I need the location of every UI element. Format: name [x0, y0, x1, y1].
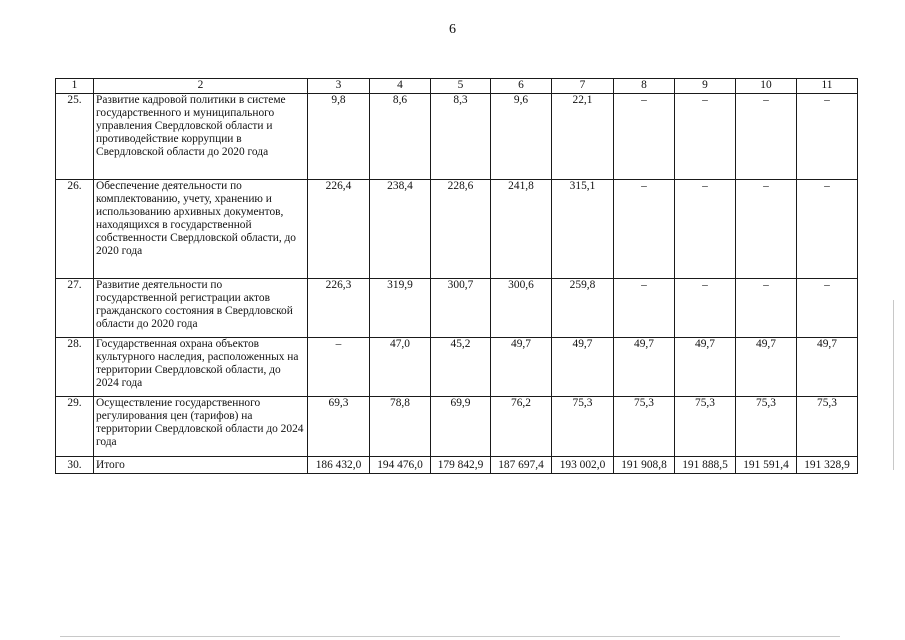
value-cell: 9,6 [491, 94, 552, 180]
value-cell: 49,7 [491, 338, 552, 397]
row-number: 26. [56, 180, 94, 279]
value-cell: 78,8 [370, 397, 431, 457]
value-cell: – [614, 279, 675, 338]
value-cell: 300,6 [491, 279, 552, 338]
value-cell: 49,7 [736, 338, 797, 397]
table-row [56, 94, 858, 180]
value-cell: 75,3 [736, 397, 797, 457]
value-cell: 75,3 [797, 397, 858, 457]
total-value-cell: 191 328,9 [797, 457, 858, 474]
total-value-cell: 193 002,0 [552, 457, 614, 474]
value-cell: 76,2 [491, 397, 552, 457]
value-cell: 47,0 [370, 338, 431, 397]
total-value-cell: 191 908,8 [614, 457, 675, 474]
value-cell: 9,8 [308, 94, 370, 180]
program-name: Обеспечение деятельности по комплектованию, учету, хранению и использованию архивных документов, находящихся в государственной собственности Свердловской области, до 2020 года [94, 180, 308, 279]
value-cell: 75,3 [552, 397, 614, 457]
value-cell: – [736, 94, 797, 180]
value-cell: 22,1 [552, 94, 614, 180]
column-header: 8 [614, 79, 675, 94]
total-value-cell: 191 888,5 [675, 457, 736, 474]
column-header: 9 [675, 79, 736, 94]
value-cell: 75,3 [675, 397, 736, 457]
page-number: 6 [449, 22, 456, 37]
total-value-cell: 186 432,0 [308, 457, 370, 474]
value-cell: 69,9 [431, 397, 491, 457]
value-cell: 49,7 [614, 338, 675, 397]
table-row [56, 180, 858, 279]
value-cell: – [675, 94, 736, 180]
value-cell: – [797, 180, 858, 279]
value-cell: – [614, 94, 675, 180]
total-value-cell: 191 591,4 [736, 457, 797, 474]
scan-edge-mark [893, 300, 894, 470]
column-header: 3 [308, 79, 370, 94]
table-header-row [56, 79, 858, 94]
column-header: 7 [552, 79, 614, 94]
column-header: 1 [56, 79, 94, 94]
value-cell: 49,7 [797, 338, 858, 397]
column-header: 11 [797, 79, 858, 94]
row-number: 30. [56, 457, 94, 474]
column-header: 2 [94, 79, 308, 94]
value-cell: 315,1 [552, 180, 614, 279]
value-cell: 228,6 [431, 180, 491, 279]
budget-table [55, 78, 858, 474]
total-value-cell: 179 842,9 [431, 457, 491, 474]
program-name: Осуществление государственного регулирования цен (тарифов) на территории Свердловской области до 2024 года [94, 397, 308, 457]
value-cell: – [797, 279, 858, 338]
program-name: Развитие кадровой политики в системе государственного и муниципального управления Свердловской области и противодействие коррупции в Свердловской области до 2020 года [94, 94, 308, 180]
value-cell: – [614, 180, 675, 279]
row-number: 28. [56, 338, 94, 397]
value-cell: 8,6 [370, 94, 431, 180]
total-value-cell: 187 697,4 [491, 457, 552, 474]
total-row [56, 457, 858, 474]
total-value-cell: 194 476,0 [370, 457, 431, 474]
row-number: 29. [56, 397, 94, 457]
column-header: 10 [736, 79, 797, 94]
value-cell: 238,4 [370, 180, 431, 279]
row-number: 27. [56, 279, 94, 338]
total-label: Итого [94, 457, 308, 474]
value-cell: – [797, 94, 858, 180]
value-cell: 45,2 [431, 338, 491, 397]
value-cell: – [675, 279, 736, 338]
table-row [56, 397, 858, 457]
value-cell: – [675, 180, 736, 279]
value-cell: 226,4 [308, 180, 370, 279]
value-cell: – [736, 180, 797, 279]
column-header: 5 [431, 79, 491, 94]
value-cell: 319,9 [370, 279, 431, 338]
column-header: 6 [491, 79, 552, 94]
column-header: 4 [370, 79, 431, 94]
value-cell: 49,7 [675, 338, 736, 397]
row-number: 25. [56, 94, 94, 180]
value-cell: 69,3 [308, 397, 370, 457]
scan-edge-mark [60, 636, 840, 637]
value-cell: 241,8 [491, 180, 552, 279]
value-cell: 75,3 [614, 397, 675, 457]
value-cell: 8,3 [431, 94, 491, 180]
value-cell: 300,7 [431, 279, 491, 338]
program-name: Развитие деятельности по государственной регистрации актов гражданского состояния в Свердловской области до 2020 года [94, 279, 308, 338]
table-row [56, 279, 858, 338]
value-cell: 49,7 [552, 338, 614, 397]
value-cell: 226,3 [308, 279, 370, 338]
program-name: Государственная охрана объектов культурного наследия, расположенных на территории Свердловской области, до 2024 года [94, 338, 308, 397]
value-cell: 259,8 [552, 279, 614, 338]
value-cell: – [736, 279, 797, 338]
value-cell: – [308, 338, 370, 397]
table-row [56, 338, 858, 397]
